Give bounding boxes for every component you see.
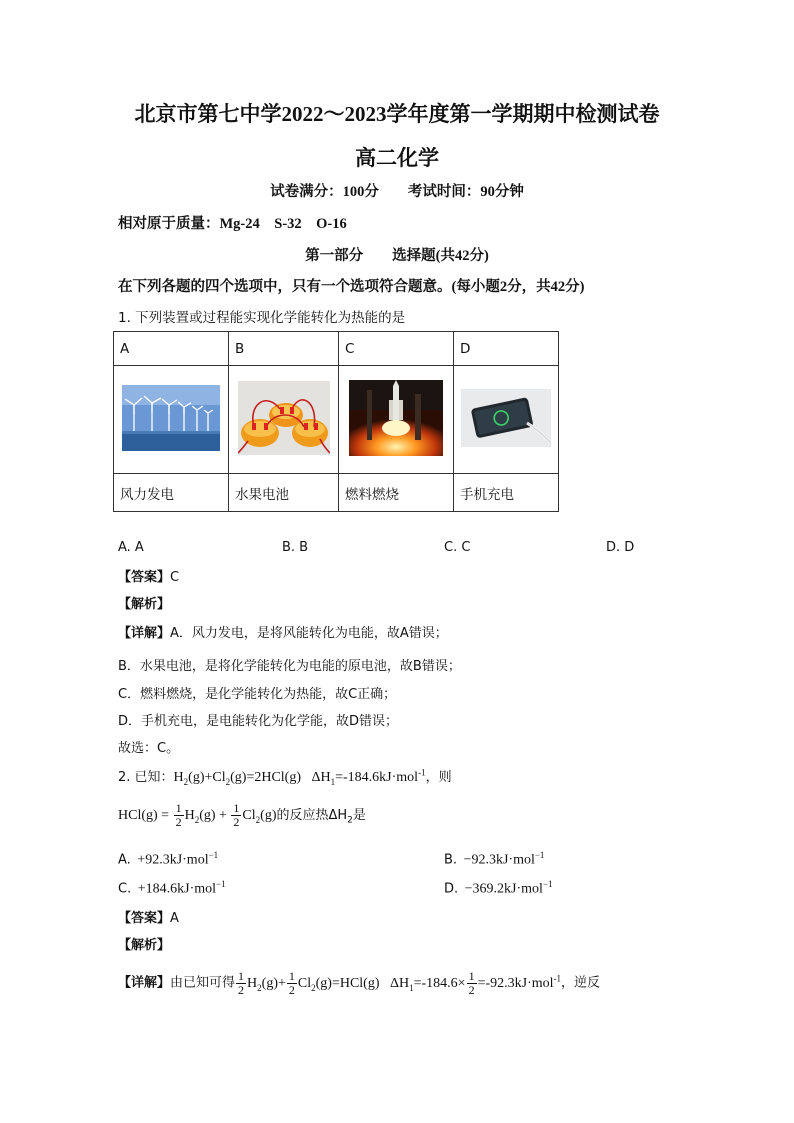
answer-value: A — [170, 911, 179, 926]
subject-title: 高二化学 — [355, 146, 439, 170]
atomic-mass: 相对原于质量：Mg-24 S-32 O-16 — [118, 216, 347, 232]
option-letter: C. — [118, 881, 132, 897]
q1-detail-line-3: C．燃料燃烧，是化学能转化为热能，故C正确； — [118, 687, 397, 702]
q2-line2-end: 是 — [352, 808, 366, 823]
caption-b: 水果电池 — [229, 474, 339, 512]
q1-detail-line-1 — [118, 622, 448, 641]
q2-detail-line-1 — [118, 962, 600, 1003]
detail-suffix: ，逆反 — [561, 975, 601, 991]
option-letter: B. — [444, 852, 458, 868]
q1-analysis-label: 【解析】 — [118, 597, 171, 612]
rocket-launch-icon — [349, 380, 443, 456]
option-letter: A. — [118, 852, 131, 868]
equation-derived: $\frac{1}{2}$ $H_2(g)+$ $\frac{1}{2}$ $Cl_2(g)=HCl(g)$ $\Delta H_1=-184.6\times$ $\frac{1}{2}$ =-92.3kJ·mol$^{-1}$ — [238, 968, 562, 997]
col-c-letter: C — [339, 332, 454, 366]
q2-stem-line-1 — [118, 766, 452, 787]
option-value: +184.6kJ·mol — [137, 881, 217, 897]
q1-option-d: D. D — [606, 540, 635, 555]
option-value: −369.2kJ·mol — [464, 881, 543, 897]
image-fuel-combustion — [339, 366, 454, 474]
answer-label: 【答案】 — [118, 570, 171, 585]
detail-prefix: 由已知可得 — [170, 975, 236, 991]
q2-stem-suffix: ，则 — [425, 770, 452, 785]
q2-stem-line-2: HCl(g) = $\frac{1}{2}$ $H_2(g)$ + $\frac{1}{2}$ $Cl_2(g)$的反应热$\Delta H_2$是 — [118, 801, 366, 830]
q1-option-a: A. A — [118, 540, 144, 555]
section-heading: 第一部分 选择题(共42分) — [305, 248, 489, 264]
q2-analysis-label: 【解析】 — [118, 938, 171, 953]
q2-option-a: A. +92.3kJ·mol$^{-1}$ — [118, 850, 219, 868]
q2-answer — [118, 907, 179, 926]
caption-a: 风力发电 — [114, 474, 229, 512]
q2-line2-suffix: 的反应热ΔH — [276, 808, 348, 823]
q2-option-c: C. +184.6kJ·mol$^{-1}$ — [118, 879, 226, 897]
q1-option-b: B. B — [282, 540, 309, 555]
q1-options-table — [113, 331, 559, 512]
q1-stem: 1. 下列装置或过程能实现化学能转化为热能的是 — [118, 310, 406, 326]
option-letter: D. — [444, 881, 459, 897]
wind-turbine-icon — [122, 385, 220, 451]
fruit-battery-icon — [238, 381, 330, 455]
detail-label: 【详解】 — [118, 975, 171, 991]
q1-answer — [118, 566, 179, 585]
caption-c: 燃料燃烧 — [339, 474, 454, 512]
option-value: +92.3kJ·mol — [137, 852, 209, 868]
detail-label: 【详解】 — [118, 626, 171, 641]
col-d-letter: D — [454, 332, 559, 366]
image-fruit-battery — [229, 366, 339, 474]
q2-stem-prefix: 2. 已知： — [118, 770, 174, 785]
q1-detail-line-2: B．水果电池，是将化学能转化为电能的原电池，故B错误； — [118, 659, 461, 674]
q1-option-c: C. C — [444, 540, 471, 555]
detail-text: A．风力发电，是将风能转化为电能，故A错误； — [170, 626, 448, 641]
col-a-letter: A — [114, 332, 229, 366]
caption-d: 手机充电 — [454, 474, 559, 512]
answer-label: 【答案】 — [118, 911, 171, 926]
q2-option-d: D. −369.2kJ·mol$^{-1}$ — [444, 879, 553, 897]
equation-reaction: $H_2(g)+Cl_2(g)=2HCl(g)$ $\Delta H_1=-184.6kJ\cdot mol^{-1}$ — [173, 767, 426, 787]
q1-detail-line-4: D．手机充电，是电能转化为化学能，故D错误； — [118, 714, 399, 729]
q1-detail-line-5: 故选：C。 — [118, 741, 180, 756]
phone-charging-icon — [461, 389, 551, 447]
image-phone-charging — [454, 366, 559, 474]
equation-reverse: HCl(g) = $\frac{1}{2}$ $H_2(g)$ + $\frac{1}{2}$ $Cl_2(g)$ — [118, 801, 277, 830]
option-value: −92.3kJ·mol — [463, 852, 535, 868]
q2-option-b: B. −92.3kJ·mol$^{-1}$ — [444, 850, 545, 868]
page-title: 北京市第七中学2022～2023学年度第一学期期中检测试卷 — [134, 102, 660, 126]
exam-meta: 试卷满分：100分 考试时间：90分钟 — [270, 184, 524, 200]
instruction: 在下列各题的四个选项中，只有一个选项符合题意。(每小题2分，共42分) — [118, 279, 585, 295]
col-b-letter: B — [229, 332, 339, 366]
image-wind-power — [114, 366, 229, 474]
answer-value: C — [170, 570, 180, 585]
